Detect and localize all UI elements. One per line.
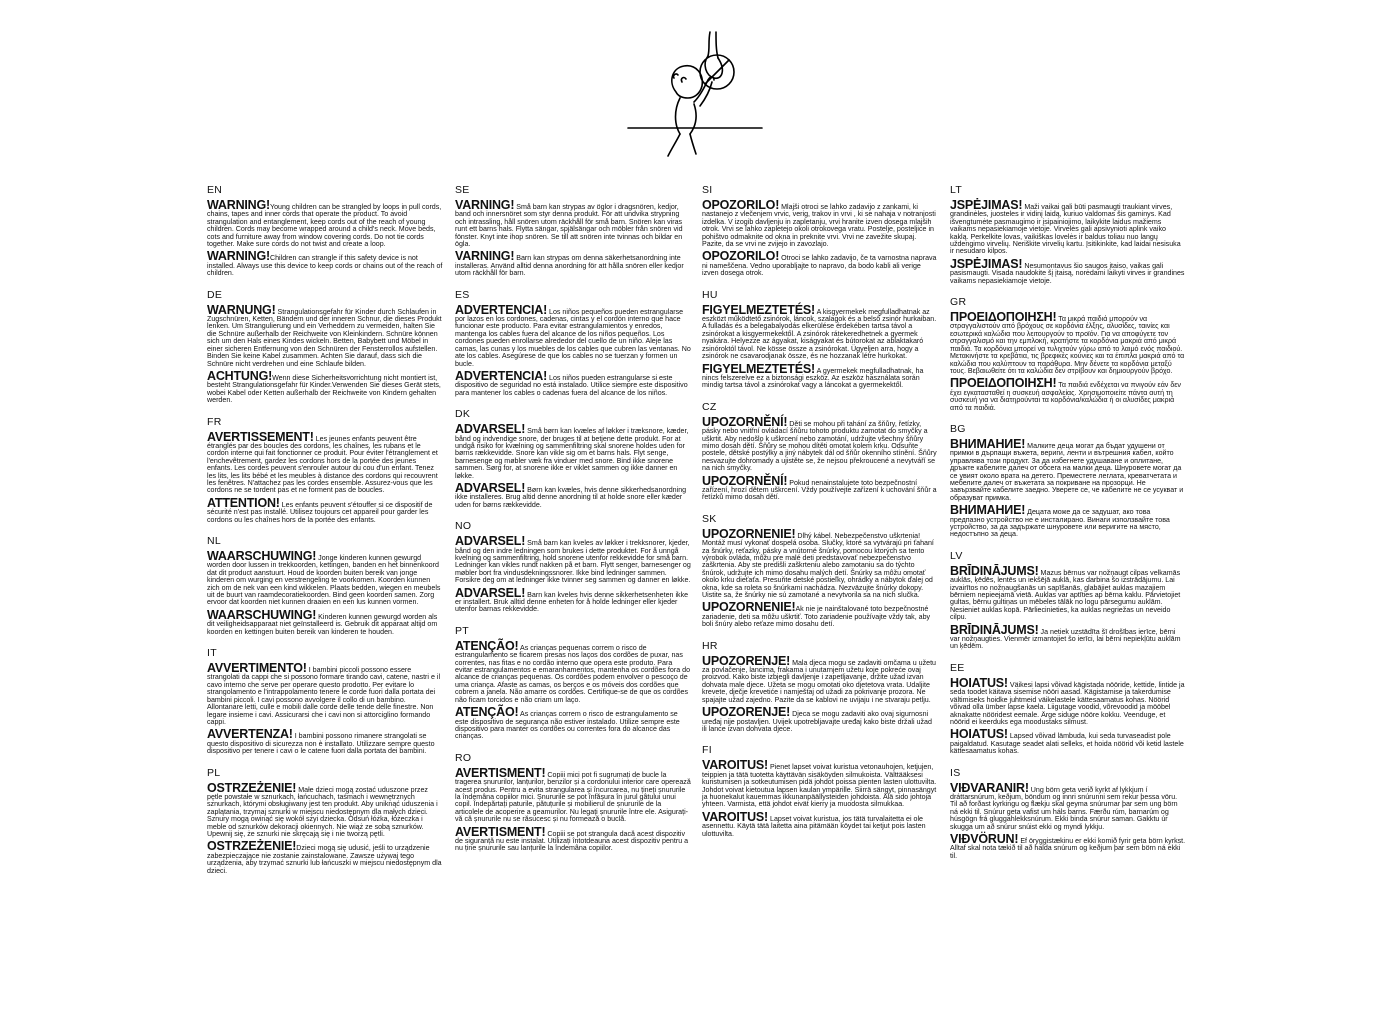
warning-heading: ADVERTENCIA! <box>455 368 548 383</box>
language-code: IT <box>207 647 217 660</box>
warning-paragraph <box>950 505 1186 539</box>
warning-heading: ATENÇÃO! <box>455 705 519 720</box>
warning-text: Mlajši otroci se lahko zadavijo z zankami, ki nastanejo z vlečenjem vrvic, verig, trakov in vrvi , ki se nahaja v notranjosti izdelka. V izogib davljenju in zapletanju, vrvi hranite izven dosega mlajših otrok. Vrvi se lahko zapletejo okoli otrokovega vratu. Postelje, posteljice in pohištvo odmaknite od okna in preknite vrvi. Vrvi ne zavežite skupaj. Pazite, da se vrvi ne zvijejo in zavozlajo. <box>702 203 936 249</box>
language-section-si <box>702 184 938 278</box>
warning-heading: WARNING! <box>207 249 270 264</box>
warning-heading: WARNUNG! <box>207 302 276 317</box>
warning-heading: WAARSCHUWING! <box>207 607 317 622</box>
warning-heading: ADVARSEL! <box>455 585 526 600</box>
warning-paragraph <box>702 526 938 600</box>
language-code: DK <box>455 408 471 421</box>
warning-text: I bambini piccoli possono essere strangolati da cappi che si possono formare tirando cavi, catene, nastri e il cavo interno che serve per operare questo prodotto. Per evitare lo strangolamento e l'intrappolamento tenere le corde fuori dalla portata dei bambini piccoli. I cavi possono avvolgere il collo di un bambino. Allontanare letti, culle e mobili dalle corde delle tende delle finestre. Non legare insieme i cavi. Assicurarsi che i cavi non si attorciglino formando cappi. <box>207 666 441 726</box>
language-code: SE <box>455 184 470 196</box>
warning-heading: AVVERTENZA! <box>207 727 293 742</box>
warning-text: Pokud nenainstalujete toto bezpečnostní zařízení, hrozí dětem uškrcení. Vždy používejte zařízení k uchování šňůr a řetízků mimo dosah dětí. <box>702 478 937 502</box>
warning-text: Децата може да се задушат, ако това предпазно устройство не е инсталирано. Винаги използвайте това устройство, за да задържате шнуровете или веригите на място, недостъпно за деца. <box>950 508 1170 539</box>
warning-heading: ΠΡΟΕΙΔΟΠΟΙΗΣΗ! <box>950 376 1057 391</box>
warning-paragraph <box>207 607 443 636</box>
column-4 <box>950 184 1186 871</box>
language-section-sk <box>702 513 938 629</box>
warning-paragraph <box>455 824 691 853</box>
warning-heading: JSPĖJIMAS! <box>950 198 1023 212</box>
warning-text: Copiii se pot strangula dacă acest dispozitiv de siguranță nu este instalat. Utilizați întotdeauna acest dispozitiv pentru a nu ține șnururile sau lanțurile la îndemâna copiilor. <box>455 829 689 853</box>
language-code: FR <box>207 415 222 428</box>
language-code: SK <box>702 512 717 525</box>
warning-paragraph <box>455 480 691 509</box>
language-section-es <box>455 289 691 397</box>
language-code: GR <box>950 296 967 309</box>
warning-paragraph <box>950 675 1186 726</box>
language-section-bg <box>950 423 1186 539</box>
warning-text: Copiii mici pot fi sugrumați de bucle la tragerea șnururilor, lanțurilor, benzilor și a cordonului interior care operează acest produs. Pentru a evita strangularea și încurcarea, nu țineți șnururile la îndemâna copiilor mici. Șnururile se pot înfășura în jurul gâtului unui copil. Îndepărtați paturile, pătuțurile și mobilierul de șnururile de la articolele de acoperire a geamurilor. Nu legați șnururile între ele. Asigurați-vă că șnururile nu se răsucesc și nu formează o buclă. <box>455 770 691 824</box>
warning-paragraph <box>207 429 443 495</box>
language-section-fi <box>702 744 938 838</box>
warning-text: Maži vaikai gali būti pasmaugti traukiant virves, grandinėles, juosteles ir vidinį laidą, kuriuo valdomas šis gaminys. Kad išvengtumėte pasmaugimo ir įsipainiojimo, laikykite laidus mažiems vaikams nepasiekiamoje vietoje. Virvelės gali apsivynioti aplink vaiko kaklą. Perkelkite lovas, vaikiškas lovelės ir baldus toliau nuo langų uždengimo virvelių. Neriškite virvelių kartu. Įsitikinkite, kad laidai nesisuka ir nesudaro kilpos. <box>950 203 1181 256</box>
warning-paragraph <box>702 361 938 390</box>
warning-paragraph <box>207 302 443 368</box>
warning-heading: FIGYELMEZTETÉS! <box>702 361 815 376</box>
warning-text: Pienet lapset voivat kuristua vetonauhojen, ketjujen, teippien ja tätä tuotetta käyttävän sisäköyden silmukoista. Välttääksesi kuristumisen ja sotkeutumisen pidä johdot poissa pienten lasten ulottuvilta. Johdot voivat kietoutua lapsen kaulan ympärille. Siirrä sängyt, pinnasängyt ja huonekalut kauemmas ikkunanpäällysteiden johdoista. Älä sido johtoja yhteen. Varmista, että johdot eivät kierry ja muodosta silmukkaa. <box>702 763 937 809</box>
warning-text: Τα παιδιά ενδέχεται να πνιγούν εάν δεν έχει εγκατασταθεί η συσκευή ασφαλείας. Χρησιμοποιείτε πάντα αυτή τη συσκευή για να διατηρούνται τα κορδόνια/καλώδια ή οι αλυσίδες μακριά από τα παιδιά. <box>950 381 1181 412</box>
warning-paragraph <box>702 707 938 733</box>
language-section-hr <box>702 640 938 734</box>
warning-heading: AVVERTIMENTO! <box>207 661 307 676</box>
warning-heading: OSTRZEŻENIE! <box>207 839 297 854</box>
language-section-lv <box>950 550 1186 651</box>
warning-text: Strangulationsgefahr für Kinder durch Schlaufen in Zugschnüren, Ketten, Bändern und der inneren Schnur, die dieses Produkt lenken. Um Strangulierung und ein Verheddern zu vermeiden, halten Sie die Schnüre außerhalb der Reichweite von Kleinkindern. Schnüre können sich um den Hals eines Kindes wickeln. Betten, Babybett und Möbel in einer sicheren Entfernung von den Schnüren der Fensterrollos aufstellen. Binden Sie keine Kabel zusammen. Achten Sie darauf, dass sich die Schnüre nicht verdrehen und eine Schlaufe bilden. <box>207 307 442 368</box>
warning-heading: FIGYELMEZTETÉS! <box>702 302 815 317</box>
language-section-nl <box>207 535 443 636</box>
warning-paragraph <box>207 551 443 607</box>
warning-heading: ВНИМАНИЕ! <box>950 436 1026 451</box>
warning-heading: UPOZORNĚNÍ! <box>702 473 788 488</box>
warning-heading: OPOZORILO! <box>702 198 780 212</box>
warning-paragraph <box>207 200 443 248</box>
warning-heading: UPOZORNENIE! <box>702 600 796 615</box>
warning-heading: VIÐVÖRUN! <box>950 831 1019 846</box>
language-section-it <box>207 647 443 755</box>
language-section-gr <box>950 296 1186 412</box>
warning-paragraph <box>702 251 938 277</box>
language-code: CZ <box>702 400 717 413</box>
language-section-ee <box>950 662 1186 756</box>
warning-paragraph <box>455 424 691 480</box>
child-with-cord-prohibited-icon <box>624 30 766 160</box>
warning-paragraph <box>455 536 691 584</box>
warning-heading: UPOZORENJE! <box>702 653 791 668</box>
warning-paragraph <box>455 368 691 397</box>
warning-text: Små børn kan kvæles af løkker i træksnore, kæder, bånd og indvendige snore, der bruges til at betjene dette produkt. For at undgå risiko for kvælning og sammenfiltring skal snorene holdes uden for børns rækkevidde. Snore kan vikle sig om et barns hals. Flyt senge, barnesenge og møbler væk fra vinduer med snore. Bind ikke snorene sammen. Sørg for, at snorene ikke er viklet sammen og ikke danner en løkke. <box>455 427 689 480</box>
warning-heading: ATTENTION! <box>207 495 280 510</box>
warning-paragraph <box>702 302 938 361</box>
language-code: EN <box>207 184 223 196</box>
warning-heading: ВНИМАНИЕ! <box>950 503 1026 518</box>
language-code: PT <box>455 624 470 637</box>
warning-text: Små barn kan kveles av løkker i trekksnorer, kjeder, bånd og den indre ledningen som brukes i dette produktet. For å unngå kvelning og sammenfiltring, hold snorene utenfor rekkevidde for små barn. Ledninger kan vikles rundt nakken på et barn. Flytt senger, barnesenger og møbler bort fra vindusdekningssnorer. Ikke bind ledninger sammen. Forsikre deg om at ledninger ikke tvinner seg sammen og danner en løkke. <box>455 539 691 585</box>
warning-text: Dzieci mogą się udusić, jeśli to urządzenie zabezpieczające nie zostanie zainstalowane. Zawsze używaj tego urządzenia, aby trzymać sznurki lub łańcuszki w miejscu niedostępnym dla dzieci. <box>207 844 442 875</box>
warning-text: Les jeunes enfants peuvent être étranglés par des boucles des cordons, les chaînes, les rubans et le cordon interne qui fait fonctionner ce produit. Pour éviter l'étranglement et l'enchevêtrement, gardez les cordons hors de la portée des jeunes enfants. Les cordes peuvent s'enrouler autour du cou d'un enfant. Tenez les lits, les lits bébé et les meubles à distance des cordons qui recouvrent les fenêtres. N'attachez pas les cordes ensemble. Assurez-vous que les cordons ne se tordent pas et ne forment pas de boucles. <box>207 434 438 495</box>
warning-heading: BRĪDINĀJUMS! <box>950 563 1039 578</box>
warning-paragraph <box>950 436 1186 502</box>
warning-paragraph <box>950 312 1186 375</box>
warning-text: Ef öryggistækinu er ekki komið fyrir geta börn kyrkst. Alltaf skal nota tækið til að halda snúrum og keðjum þar sem börn ná ekki til. <box>950 836 1186 860</box>
language-code: RO <box>455 751 472 764</box>
language-code: LV <box>950 549 963 562</box>
warning-text: Djeca se mogu zadaviti ako ovaj sigurnosni uređaj nije postavljen. Uvijek upotrebljavajte uređaj kako biste držali užad ili lance izvan dohvata djece. <box>702 710 932 733</box>
warning-paragraph <box>455 251 691 277</box>
warning-text: Ak nie je nainštalované toto bezpečnostné zariadenie, deti sa môžu uškrtiť. Toto zariadenie používajte vždy tak, aby boli šnúry alebo reťaze mimo dosahu detí. <box>702 605 931 629</box>
warning-text: Young children can be strangled by loops in pull cords, chains, tapes and inner cords that operate the product. To avoid strangulation and entanglement, keep cords out of the reach of young children. Cords may become wrapped around a child's neck. Move beds, cots and furniture away from window covering cords. Do not tie cords together. Make sure cords do not twist and create a loop. <box>207 203 442 249</box>
language-section-ro <box>455 752 691 853</box>
warning-paragraph <box>950 563 1186 622</box>
warning-text: A kisgyermekek megfulladhatnak az eszközt működtető zsinórok, láncok, szalagok és a belső zsinór hurkaiban. A fulladás és a belegabalyodás elkerülése érdekében tartsa távol a zsinórokat a kisgyermekektől. A zsinórok rátekeredhetnek a gyermek nyakára. Helyezze az ágyakat, kiságyakat és bútorokat az ablaktakaró zsinóroktól távol. Ne kösse össze a zsinórokat. Ügyeljen arra, hogy a zsinórok ne csavarodjanak össze, és ne hozzanak létre hurkokat. <box>702 307 937 361</box>
warning-heading: UPOZORNENIE! <box>702 526 796 541</box>
language-code: IS <box>950 766 961 779</box>
warning-paragraph <box>950 378 1186 412</box>
column-1 <box>207 184 443 886</box>
warning-text: Mala djeca mogu se zadaviti omčama u užetu za povlačenje, lancima, frakama i unutarnjem užetu koje pokreće ovaj proizvod. Kako biste izbjegli davljenje i zapetljavanje, držite užad izvan dohvata male djece. Užeta se mogu omotati oko djetetova vrata. Udaljite krevete, dječje krevetiće i namještaj od užadi za pokrivanje prozora. Ne spajajte užad zajedno. Pazite da se kablovi ne uvijaju i ne stvaraju petlju. <box>702 658 936 704</box>
warning-paragraph <box>702 653 938 704</box>
warning-paragraph <box>950 622 1186 651</box>
warning-heading: BRĪDINĀJUMS! <box>950 622 1039 637</box>
warning-heading: UPOZORNĚNÍ! <box>702 414 788 429</box>
warning-text: Nesumontavus šio saugos įtaiso, vaikas gali pasismaugti. Visada naudokite šį įtaisą, norėdami laikyti virves ir grandines vaikams nepasiekiamoje vietoje. <box>950 261 1185 285</box>
warning-paragraph <box>207 368 443 405</box>
warning-paragraph <box>702 200 938 248</box>
warning-paragraph <box>702 602 938 628</box>
warning-heading: VARNING! <box>455 249 515 264</box>
warning-text: Lapset voivat kuristua, jos tätä turvalaitetta ei ole asennettu. Käytä tätä laitetta aina pitämään köydet tai ketjut pois lasten ulottuvilta. <box>702 814 926 838</box>
warning-text: Малките деца могат да бъдат удушени от примки в дърпащи въжета, вериги, ленти и вътрешния кабел, който управлява този продукт. За да избегнете удушаване и оплитане, дръжте кабелите далеч от обсега на малки деца. Шнуровете могат да се увият около врата на детето. Преместете леглата, креватчетата и мебелите далеч от въжетата за покриване на прозорци. Не завързвайте кабелите заедно. Уверете се, че кабелите не се усукват и образуват примка. <box>950 441 1184 502</box>
language-code: LT <box>950 184 963 196</box>
warning-heading: VARNING! <box>455 198 515 212</box>
language-section-is <box>950 767 1186 861</box>
warning-paragraph <box>455 765 691 824</box>
warning-text: Wenn diese Sicherheitsvorrichtung nicht montiert ist, besteht Strangulationsgefahr für Kinder.Verwenden Sie dieses Gerät stets, wobei Kabel oder Ketten außerhalb der Reichweite von Kindern gehalten werden. <box>207 373 441 405</box>
warning-text: Barn kan strypas om denna säkerhetsanordning inte installeras. Använd alltid denna anordning för att hålla snören eller kedjor utom räckhåll för barn. <box>455 254 684 278</box>
warning-text: Children can strangle if this safety device is not installed. Always use this device to keep cords or chains out of the reach of children. <box>207 254 443 278</box>
warning-heading: ADVARSEL! <box>455 422 526 437</box>
warning-text: Jonge kinderen kunnen gewurgd worden door lussen in trekkoorden, kettingen, banden en het binnenkoord dat dit product aanstuurt. Houd de koorden buiten bereik van jonge kinderen om wurging en verstrengeling te voorkomen. Koorden kunnen zich om de nek van een kind wikkelen. Plaats bedden, wiegen en meubels uit de buurt van raamdecoratiekoorden. Bind geen koorden samen. Zorg ervoor dat koorden niet kunnen draaien en een lus kunnen vormen. <box>207 554 441 607</box>
warning-text: Barn kan kveles hvis denne sikkerhetsenheten ikke er installert. Bruk alltid denne enheten for å holde ledninger eller kjeder utenfor barnas rekkevidde. <box>455 590 689 614</box>
warning-heading: ΠΡΟΕΙΔΟΠΟΙΗΣΗ! <box>950 310 1057 325</box>
warning-heading: ACHTUNG! <box>207 368 273 383</box>
warning-heading: ADVARSEL! <box>455 480 526 495</box>
warning-paragraph <box>455 585 691 614</box>
language-section-dk <box>455 408 691 509</box>
warning-text: Otroci se lahko zadavijo, če ta varnostna naprava ni nameščena. Vedno uporabljajte to napravo, da bodo kabli ali verige izven dosega otrok. <box>702 254 937 278</box>
language-section-pt <box>455 625 691 741</box>
warning-heading: HOIATUS! <box>950 675 1008 690</box>
language-code: NL <box>207 535 222 547</box>
warning-text: Väikesi lapsi võivad kägistada nööride, kettide, lintide ja seda toodet käitava sisemise nööri aasad. Kägistamise ja takerdumise vältimiseks hoidke juhtmeid väikelastele kättesaamatus kohas. Nöörid võivad olla ümber lapse kaela. Liigutage voodid, võrevoodid ja mööbel aknakatte nööridest eemale. Ärge siduge nööre kokku. Veenduge, et nöörid ei keerduks ega moodustaks silmust. <box>950 680 1185 726</box>
language-section-de <box>207 289 443 405</box>
warning-heading: UPOZORENJE! <box>702 705 791 720</box>
warning-text: Dlhý kábel. Nebezpečenstvo uškrtenia! Montáž musí vykonať dospelá osoba. Slučky, ktoré sa vytvárajú pri ťahaní za šnúrky, reťazky, pásky a vnútorné šnúrky, pomocou ktorých sa tento výrobok ovláda, môžu pre malé deti predstavovať nebezpečenstvo zaškrtenia. Aby ste predišli zaškrteniu alebo zamotaniu sa do týchto šnúrok, udržujte ich mimo dosahu malých detí. Šnúrky sa môžu omotať okolo krku dieťaťa. Presuňte detské postieľky, ohrádky a nábytok ďalej od okna, kde sa roleta so šnúrkami nachádza. Nezväzujte šnúrky dokopy. Uistite sa, že šnúrky nie sú zamotané a nevytvorila sa na nich slučka. <box>702 531 934 600</box>
warning-text: As crianças correm o risco de estrangulamento se este dispositivo de segurança não estiver instalado. Utilize sempre este dispositivo para manter os cordões ou correntes fora do alcance das crianças. <box>455 710 680 741</box>
language-code: FI <box>702 744 712 757</box>
warning-paragraph <box>207 841 443 875</box>
warning-heading: WARNING! <box>207 198 270 212</box>
language-section-cz <box>702 401 938 502</box>
warning-paragraph <box>207 663 443 726</box>
language-code: HU <box>702 288 718 301</box>
warning-text: Τα μικρά παιδιά μπορούν να στραγγαλιστούν από βρόχους σε κορδόνια έλξης, αλυσίδες, ταινίες και εσωτερικά καλώδια που λειτουργούν το προϊόν. Για να αποφύγετε τον στραγγαλισμό και την εμπλοκή, κρατήστε τα κορδόνια μακριά από μικρά παιδιά. Τα κορδόνια μπορεί να τυλιχτούν γύρω από το λαιμό ενός παιδιού. Μετακινήστε τα κρεβάτια, τις βρεφικές κούνιες και τα έπιπλα μακριά από τα καλώδια που καλύπτουν τα παράθυρα. Μην δένετε τα κορδόνια μεταξύ τους. Βεβαιωθείτε ότι τα καλώδια δεν στρίβουν και δημιουργούν βρόχο. <box>950 315 1185 375</box>
warning-paragraph <box>950 831 1186 860</box>
language-section-hu <box>702 289 938 390</box>
warning-text: Děti se mohou při tahání za šňůry, řetízky, pásky nebo vnitřní ovládací šňůru tohoto produktu zamotat do smyčky a uškrtit. Aby nedošlo k uškrcení nebo zamotání, udržujte všechny šňůry mimo dosah dětí. Šňůry se mohou dítěti omotat kolem krku. Odsuňte postele, dětské postýlky a jiný nábytek dál od šňůr okenního stínění. Šňůry nesvazujte dohromady a ujistěte se, že nejsou překroucené a nevytváří se na nich smyčky. <box>702 419 937 473</box>
column-3 <box>702 184 938 849</box>
warning-text: Los niños pueden estrangularse si este dispositivo de seguridad no está instalado. Utilice siempre este dispositivo para mantener los cables o cadenas fuera del alcance de los niños. <box>455 373 688 397</box>
warning-paragraph <box>207 251 443 277</box>
language-code: DE <box>207 288 223 301</box>
warning-text: Les enfants peuvent s'étouffer si ce dispositif de sécurité n'est pas installé. Utilisez toujours cet appareil pour garder les cordons ou les chaînes hors de la portée des enfants. <box>207 500 433 524</box>
warning-paragraph <box>950 200 1186 256</box>
warning-text: Børn kan kvæles, hvis denne sikkerhedsanordning ikke installeres. Brug altid denne anordning til at holde snore eller kæder uden for børns rækkevidde. <box>455 485 687 509</box>
warning-text: Små barn kan strypas av öglor i dragsnören, kedjor, band och innersnöret som styr denna produkt. För att undvika strypning och intrassling, håll snören utom räckhåll för små barn. Snören kan viras runt ett barns hals. Flytta sängar, spjälsängar och möbler från snören vid fönster. Knyt inte ihop snören. Se till att snören inte tvinnas och bildar en ögla. <box>455 203 683 249</box>
language-code: PL <box>207 766 221 779</box>
warning-paragraph <box>455 707 691 741</box>
language-code: NO <box>455 520 472 533</box>
warning-paragraph <box>950 729 1186 755</box>
language-section-no <box>455 520 691 614</box>
language-code: BG <box>950 422 966 435</box>
warning-heading: ATENÇÃO! <box>455 638 519 653</box>
warning-text: Ja netiek uzstādīta šī drošības ierīce, bērni var nožņaugties. Vienmēr izmantojiet šo ierīci, lai bērni nepiekļūtu auklām un ķēdēm. <box>950 627 1181 651</box>
warning-text: I bambini possono rimanere strangolati se questo dispositivo di sicurezza non è installato. Utilizzare sempre questo dispositivo per tenere i cavi o le catene fuori dalla portata dei bambini. <box>207 732 435 756</box>
warning-heading: OSTRZEŻENIE! <box>207 780 297 795</box>
language-code: EE <box>950 661 965 674</box>
language-section-pl <box>207 767 443 875</box>
warning-paragraph <box>702 760 938 808</box>
language-section-en <box>207 184 443 278</box>
language-section-lt <box>950 184 1186 285</box>
warning-text: Ung börn geta verið kyrkt af lykkjum í dráttarsnúrum, keðjum, böndum og innri snúrunni sem rekur þessa vöru. Til að forðast kyrkingu og flækju skal geyma snúrurnar þar sem ung börn ná ekki til. Snúrur geta vafist um háls barns. Færðu rúm, barnarúm og húsgögn frá gluggahlekksnúrum. Ekki binda snúrur saman. Gakktu úr skugga um að snúrur snúist ekki og myndi lykkju. <box>950 785 1178 831</box>
warning-paragraph <box>702 809 938 838</box>
language-code: HR <box>702 639 718 652</box>
warning-paragraph <box>702 473 938 502</box>
warning-heading: JSPĖJIMAS! <box>950 256 1023 271</box>
language-code: SI <box>702 184 713 196</box>
warning-paragraph <box>455 638 691 704</box>
warning-heading: OPOZORILO! <box>702 249 780 264</box>
warning-heading: WAARSCHUWING! <box>207 549 317 563</box>
warning-text: Małe dzieci mogą zostać uduszone przez pętle powstałe w sznurkach, łańcuchach, taśmach i wewnętrznych sznurkach, którymi obsługiwany jest ten produkt. Aby uniknąć uduszenia i zaplątania, trzymaj sznurki w miejscu niedostępnym dla małych dzieci. Sznury mogą owinąć się wokół szyi dziecka. Odsuń łóżka, łóżeczka i meble od sznurków dekoracji okiennych. Nie wiąż ze sobą sznurków. Upewnij się, że sznurki nie skręcają się i nie tworzą pętli. <box>207 785 438 838</box>
warning-paragraph <box>455 302 691 368</box>
warning-text: Mazus bērnus var nožņaugt cilpas velkamās auklās, ķēdēs, lentēs un iekšējā auklā, kas darbina šo izstrādājumu. Lai izvairītos no nožņaugšanās un sapīšanās, glabājiet auklas mazajiem bērniem nepieejamā vietā. Auklas var aptīties ap bērna kaklu. Pārvietojiet gultas, bērnu gultiņas un mēbeles tālāk no logu pārsegumu auklām. Nesieniet auklas kopā. Pārliecinieties, ka auklas negriežas un neveido cilpu. <box>950 568 1181 622</box>
warning-heading: VIÐVARANIR! <box>950 780 1029 795</box>
warning-paragraph <box>207 495 443 524</box>
warning-text: Lapsed võivad lämbuda, kui seda turvaseadist pole paigaldatud. Kasutage seadet alati selleks, et hoida nöörid või ketid lastele kättesaamatus kohas. <box>950 732 1184 756</box>
column-2 <box>455 184 691 864</box>
warning-text: Los niños pequeños pueden estrangularse por lazos en los cordones, cadenas, cintas y el cordón interno que hace funcionar este producto. Para evitar estrangulamientos y enredos, mantenga los cables fuera del alcance de los niños pequeños. Los cordones pueden enrollarse alrededor del cuello de un niño. Aleje las camas, las cunas y los muebles de los cables que cubren las ventanas. No ate los cables. Asegúrese de que los cables no se tuerzan y formen un bucle. <box>455 307 691 368</box>
warning-heading: AVERTISMENT! <box>455 824 546 839</box>
warning-paragraph <box>950 256 1186 285</box>
warning-paragraph <box>455 200 691 248</box>
warning-heading: ADVARSEL! <box>455 534 526 549</box>
warning-paragraph <box>950 780 1186 831</box>
warning-text: A gyermekek megfulladhatnak, ha nincs felszerelve ez a biztonsági eszköz. Az eszköz használata során mindig tartsa távol a zsinórokat vagy a láncokat a gyermekektől. <box>702 366 924 390</box>
warning-paragraph <box>207 729 443 755</box>
warning-heading: AVERTISMENT! <box>455 765 546 780</box>
warning-heading: VAROITUS! <box>702 758 769 773</box>
warning-heading: AVERTISSEMENT! <box>207 429 314 444</box>
warning-text: As crianças pequenas correm o risco de estrangulamento se ficarem presas nos laços dos cordões de puxar, nas correntes, nas fitas e no cordão interno que opera este produto. Para evitar estrangulamentos e emaranhamentos, mantenha os cordões fora do alcance de crianças pequenas. Os cordões podem envolver o pescoço de uma criança. Afaste as camas, os berços e os móveis dos cordões que cobrem a janela. Não amarre os cordões. Certifique-se de que os cordões não ficam torcidos e não criam um laço. <box>455 643 691 704</box>
language-section-se <box>455 184 691 278</box>
warning-heading: HOIATUS! <box>950 727 1008 742</box>
warning-heading: ADVERTENCIA! <box>455 302 548 317</box>
warning-paragraph <box>702 414 938 473</box>
warning-text: Kinderen kunnen gewurgd worden als dit veiligheidsapparaat niet geïnstalleerd is. Gebruik dit apparaat altijd om koorden en kettingen buiten bereik van kinderen te houden. <box>207 612 438 636</box>
warning-paragraph <box>207 780 443 839</box>
warning-heading: VAROITUS! <box>702 809 769 824</box>
language-section-fr <box>207 416 443 524</box>
language-code: ES <box>455 288 470 301</box>
